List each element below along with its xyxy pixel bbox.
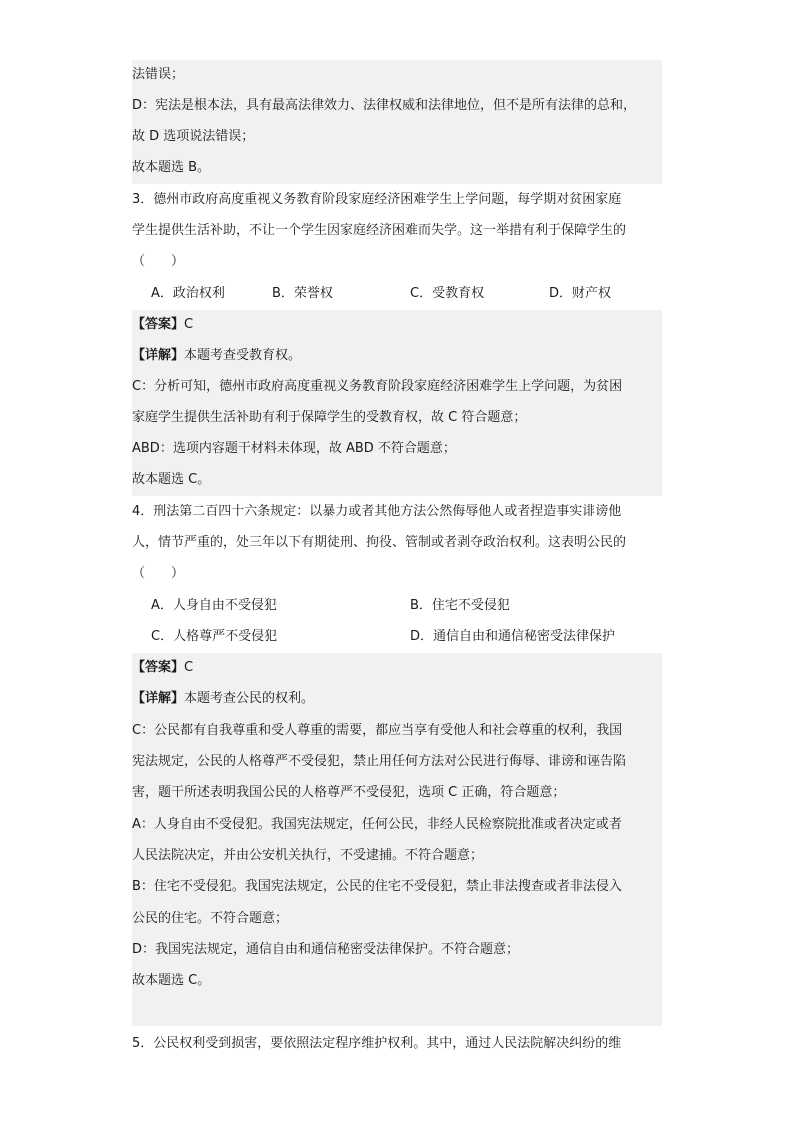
explanation-line: 故本题选 C。 [132,472,211,487]
answer-tag: 【答案】 [132,660,185,675]
answer-tag: 【答案】 [132,317,185,332]
question-4-option-d: D．通信自由和通信秘密受法律保护 [410,629,616,644]
explanation-line: 宪法规定，公民的人格尊严不受侵犯，禁止用任何方法对公民进行侮辱、诽谤和诬告陷 [132,754,627,769]
question-3-option-b: B．荣誉权 [272,286,333,301]
explanation-line: C：分析可知，德州市政府高度重视义务教育阶段家庭经济困难学生上学问题，为贫困 [132,379,623,394]
explanation-line: 公民的住宅。不符合题意； [132,911,289,926]
explanation-line: 故本题选 C。 [132,973,211,988]
detail-text: 本题考查公民的权利。 [184,691,315,706]
question-4-option-a: A．人身自由不受侵犯 [151,598,277,613]
explanation-line: A：人身自由不受侵犯。我国宪法规定，任何公民，非经人民检察院批准或者决定或者 [132,817,622,832]
explanation-line: B：住宅不受侵犯。我国宪法规定，公民的住宅不受侵犯，禁止非法搜查或者非法侵入 [132,879,622,894]
question-3-option-d: D．财产权 [549,286,612,301]
question-3-text: 学生提供生活补助，不让一个学生因家庭经济困难而失学。这一举措有利于保障学生的 [132,223,627,238]
question-4-option-c: C．人格尊严不受侵犯 [151,629,278,644]
explanation-line: 害，题干所述表明我国公民的人格尊严不受侵犯，选项 C 正确，符合题意； [132,785,566,800]
detail-text: 本题考查受教育权。 [184,348,302,363]
explanation-line: 家庭学生提供生活补助有利于保障学生的受教育权，故 C 符合题意； [132,410,527,425]
question-3-option-c: C．受教育权 [410,286,485,301]
question-4-detail [132,684,662,714]
question-4-text: 人，情节严重的，处三年以下有期徒刑、拘役、管制或者剥夺政治权利。这表明公民的 [132,535,627,550]
question-3-option-a: A．政治权利 [151,286,225,301]
explanation-line: 故 D 选项说法错误； [132,129,255,144]
question-3-answer [132,310,662,340]
question-3-text: 3．德州市政府高度重视义务教育阶段家庭经济困难学生上学问题，每学期对贫困家庭 [132,192,622,207]
question-5-text: 5．公民权利受到损害，要依照法定程序维护权利。其中，通过人民法院解决纠纷的维 [132,1036,622,1051]
explanation-line: ABD：选项内容题干材料未体现，故 ABD 不符合题意； [132,441,456,456]
explanation-line: 法错误； [132,67,185,82]
detail-tag: 【详解】 [132,348,185,363]
explanation-line: 人民法院决定，并由公安机关执行，不受逮捕。不符合题意； [132,848,484,863]
explanation-line: 故本题选 B。 [132,160,211,175]
explanation-line: D：我国宪法规定，通信自由和通信秘密受法律保护。不符合题意； [132,942,520,957]
question-3-detail [132,341,662,371]
question-4-blank: （ ） [132,566,185,581]
question-4-text: 4．刑法第二百四十六条规定：以暴力或者其他方法公然侮辱他人或者捏造事实诽谤他 [132,504,622,519]
detail-tag: 【详解】 [132,691,185,706]
answer-value: C [184,317,194,332]
explanation-line: C：公民都有自我尊重和受人尊重的需要，都应当享有受他人和社会尊重的权利，我国 [132,723,623,738]
question-3-blank: （ ） [132,254,185,269]
explanation-line: D：宪法是根本法，具有最高法律效力、法律权威和法律地位，但不是所有法律的总和， [132,98,637,113]
answer-value: C [184,660,194,675]
question-4-option-b: B．住宅不受侵犯 [410,598,510,613]
question-4-answer [132,653,662,683]
